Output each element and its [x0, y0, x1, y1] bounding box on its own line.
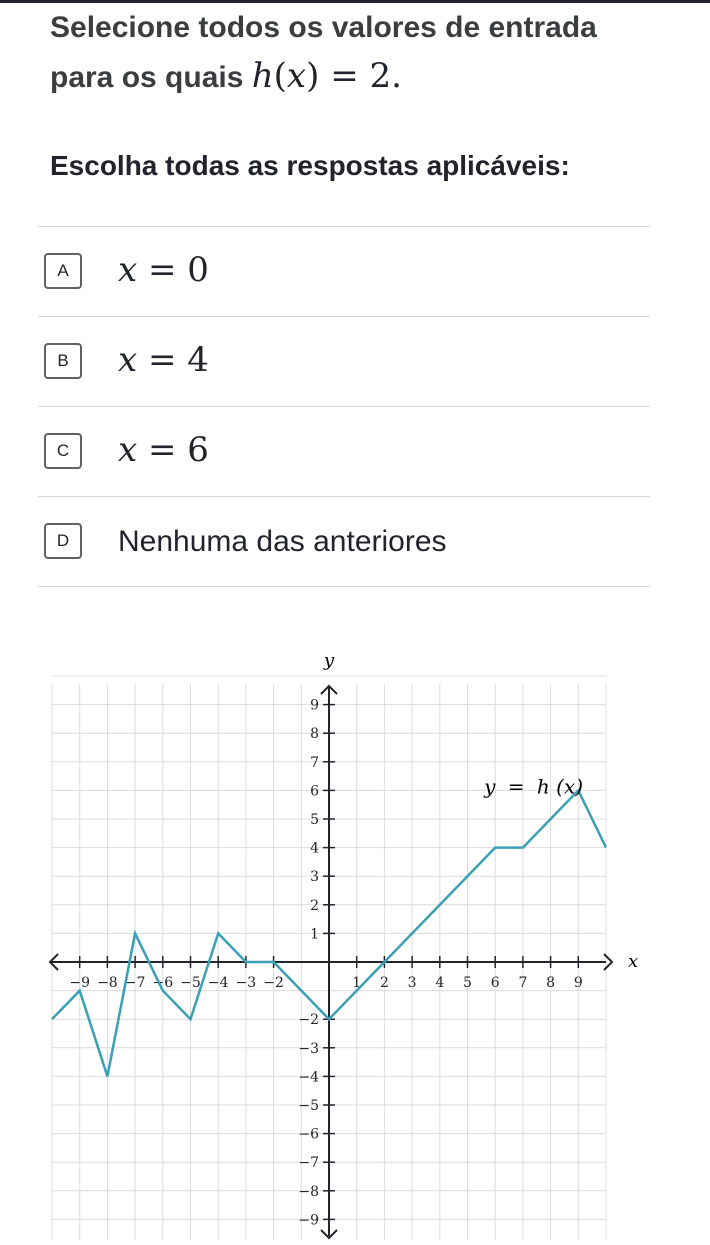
y-tick-label: 3	[310, 869, 319, 886]
y-tick-label: 5	[310, 812, 319, 828]
y-tick-label: 2	[310, 897, 319, 914]
annotation-h: h	[536, 774, 550, 799]
choice-list	[38, 226, 650, 587]
y-tick-label: −4	[298, 1069, 319, 1086]
x-tick-label: −7	[124, 975, 146, 991]
y-tick-label: 6	[310, 783, 319, 800]
choice-letter-c: C	[44, 433, 82, 469]
annotation-eq: =	[507, 774, 525, 799]
x-tick-label: 6	[490, 975, 500, 991]
y-tick-label: 1	[310, 926, 319, 943]
x-tick-label: −9	[69, 975, 91, 991]
top-border	[0, 0, 710, 3]
x-tick-label: 7	[518, 975, 528, 991]
choice-c[interactable]	[38, 406, 650, 496]
graph-svg	[0, 640, 710, 1240]
choice-b-var: x	[118, 340, 138, 380]
x-tick-label: 1	[352, 975, 362, 991]
x-tick-label: −8	[97, 975, 118, 991]
question-math: h(x) = 2.	[251, 56, 402, 96]
function-graph	[0, 640, 710, 1240]
x-tick-label: −4	[207, 975, 229, 991]
y-tick-label: −6	[298, 1126, 319, 1143]
choice-a-eq: = 0	[148, 250, 209, 290]
x-tick-label: −2	[263, 975, 284, 991]
choice-c-var: x	[118, 430, 138, 470]
choice-c-eq: = 6	[148, 430, 209, 470]
question-prompt	[50, 4, 670, 102]
x-tick-label: 3	[407, 975, 417, 991]
y-tick-label: −9	[298, 1212, 319, 1229]
x-axis-label: x	[628, 951, 639, 972]
y-tick-label: −5	[298, 1098, 319, 1114]
y-tick-label: −2	[298, 1012, 319, 1029]
y-tick-label: 4	[310, 840, 319, 857]
choice-a-content	[118, 247, 209, 293]
choice-c-content	[118, 427, 209, 473]
choice-b[interactable]	[38, 316, 650, 406]
annotation-x: (x)	[556, 774, 584, 799]
choice-d-text: Nenhuma das anteriores	[118, 525, 447, 558]
y-tick-label: −3	[298, 1040, 319, 1057]
y-tick-label: −7	[298, 1155, 319, 1172]
choice-a[interactable]	[38, 226, 650, 316]
y-tick-label: 7	[310, 754, 319, 771]
y-axis-label: y	[323, 650, 335, 671]
question-line-1: Selecione todos os valores de entrada	[50, 11, 597, 44]
choice-d[interactable]	[38, 496, 650, 587]
x-tick-label: −6	[152, 975, 174, 991]
instruction: Escolha todas as respostas aplicáveis:	[50, 150, 570, 181]
x-tick-label: 4	[435, 975, 445, 991]
x-tick-label: 8	[546, 975, 556, 991]
y-tick-label: −8	[298, 1183, 319, 1200]
math-func-name: h	[251, 56, 274, 96]
choice-b-eq: = 4	[148, 340, 209, 380]
question-line-2-text: para os quais	[50, 61, 244, 94]
x-tick-label: 5	[463, 975, 472, 991]
x-tick-label: 2	[379, 975, 389, 991]
choice-letter-a: A	[44, 253, 82, 289]
math-func-var: x	[286, 56, 307, 96]
x-tick-label: −5	[180, 975, 201, 991]
math-func-eq: = 2	[330, 56, 392, 96]
choice-b-content	[118, 337, 209, 383]
axes	[50, 686, 612, 1238]
y-tick-label: 9	[310, 697, 319, 714]
choice-letter-d: D	[44, 523, 82, 559]
choice-a-var: x	[118, 250, 138, 290]
choice-letter-b: B	[44, 343, 82, 379]
x-tick-label: −3	[235, 975, 257, 991]
question-line-2	[50, 52, 670, 102]
y-tick-label: 8	[310, 726, 319, 743]
x-tick-label: 9	[573, 975, 583, 991]
series-annotation	[483, 774, 583, 798]
math-period: .	[391, 56, 402, 96]
annotation-y: y	[484, 774, 496, 799]
